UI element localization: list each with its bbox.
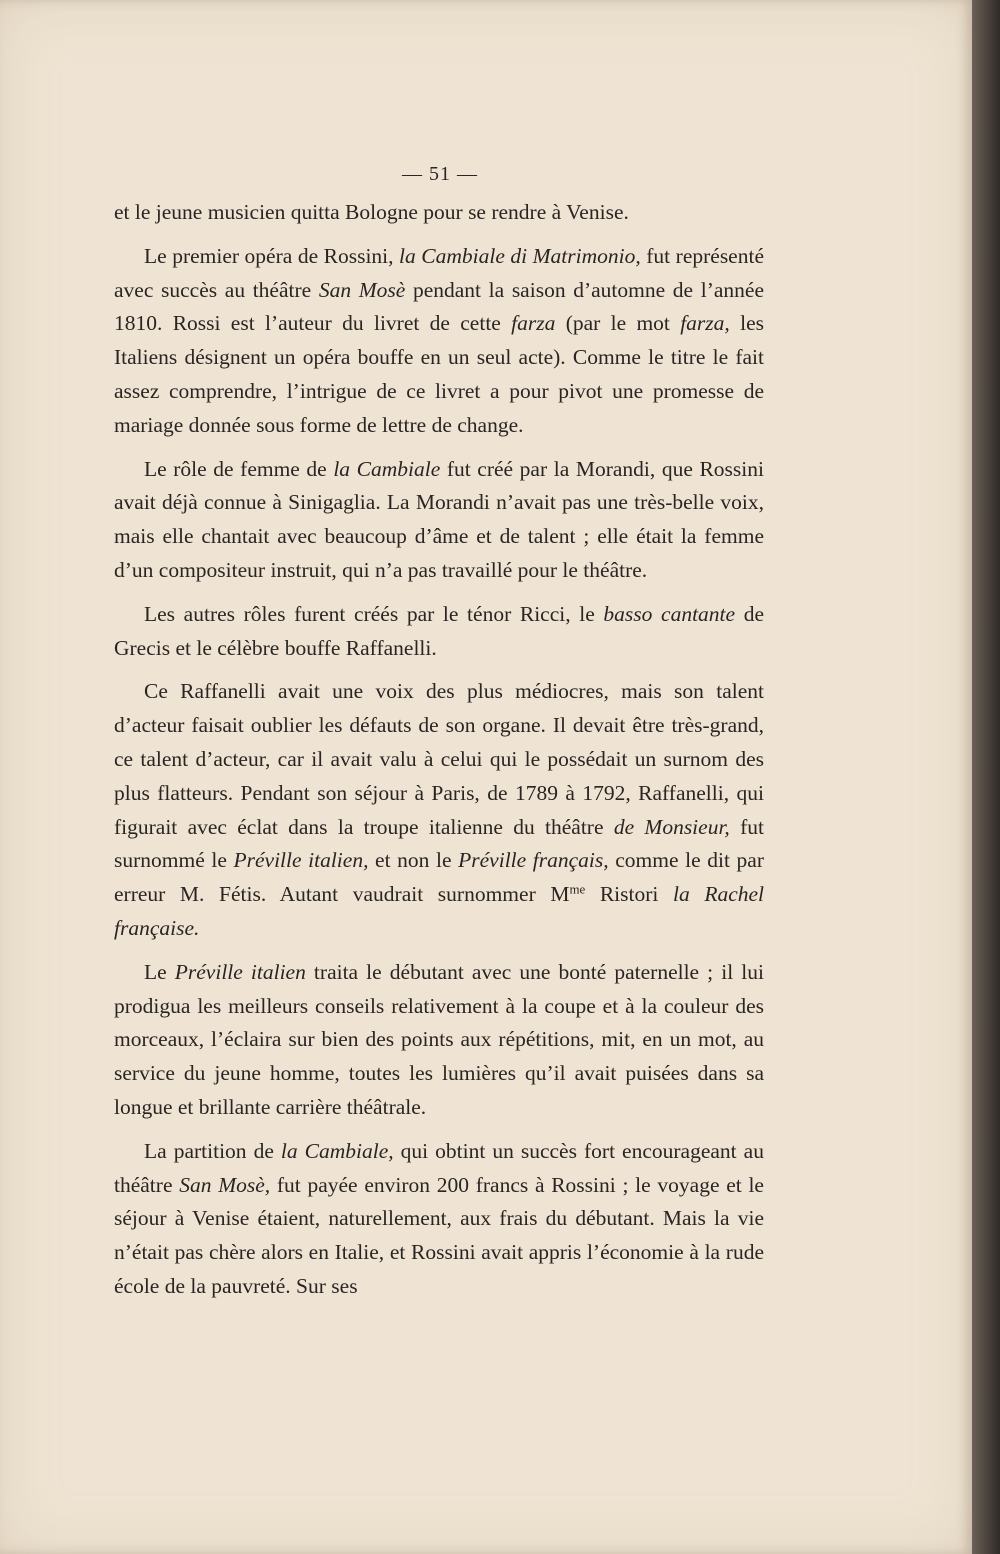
superscript-abbrev: me [569, 882, 586, 897]
italic-nickname: Préville italien [174, 959, 306, 984]
paragraph-text: fut créé par la Morandi, que Rossini avait déjà connue à Sinigaglia. La Morandi n’avait pas une très-belle voix, mais elle chantait avec beaucoup d’âme et de talent ; elle était la femme d’un compositeur instruit, qui n’a pas travaillé pour le théâtre. [114, 456, 764, 582]
paragraph-text: les Italiens désignent un opéra bouffe en un seul acte). Comme le titre le fait assez comprendre, l’intrigue de ce livret a pour pivot une promesse de mariage donnée sous forme de lettre de change. [114, 311, 764, 437]
paragraph-text: (par le mot [555, 311, 681, 336]
paragraph-4 [114, 598, 764, 666]
paragraph-text: comme le dit par erreur M. Fétis. Autant vaudrait surnommer M [114, 848, 764, 907]
paragraph-2 [114, 240, 764, 443]
paragraph-text: Le [144, 959, 175, 984]
paragraph-text: pendant la saison d’automne de l’année 1810. Rossi est l’auteur du livret de cette [114, 277, 764, 336]
italic-theatre-name: de Monsieur, [613, 814, 730, 839]
paragraph-6 [114, 956, 764, 1125]
paragraph-text: Le rôle de femme de [144, 456, 334, 481]
paragraph-text: Ristori [585, 882, 673, 907]
paragraph-text: traita le débutant avec une bonté paternelle ; il lui prodigua les meilleurs conseils relativement à la coupe et à la couleur des morceaux, l’éclaira sur bien des points aux répétitions, mit, en un mot, au service du jeune homme, toutes les lumières qu’il avait puisées dans sa longue et brillante carrière théâtrale. [114, 959, 764, 1119]
paragraph-3 [114, 453, 764, 588]
italic-title: la Cambiale di Matrimonio, [399, 243, 641, 268]
paragraph-text: Les autres rôles furent créés par le ténor Ricci, le [144, 601, 604, 626]
italic-nickname: la Rachel française. [114, 882, 765, 940]
paragraph-text: Le premier opéra de Rossini, [144, 243, 400, 268]
paragraph-text: de Grecis et le célèbre bouffe Raffanelli. [114, 601, 764, 660]
italic-term: basso cantante [603, 601, 736, 626]
italic-theatre-name: San Mosè, [179, 1172, 271, 1197]
paragraph-5 [114, 675, 764, 945]
paragraph-text: et non le [368, 848, 459, 873]
paragraph-text: La partition de [144, 1138, 281, 1163]
italic-title: la Cambiale [333, 456, 441, 481]
italic-nickname: Préville italien, [233, 848, 369, 873]
italic-title: la Cambiale, [280, 1138, 394, 1163]
paragraph-text: Ce Raffanelli avait une voix des plus médiocres, mais son talent d’acteur faisait oublier les défauts de son organe. Il devait être très-grand, ce talent d’acteur, car il avait valu à celui qui le possédait un surnom des plus flatteurs. Pendant son séjour à Paris, de 1789 à 1792, Raffanelli, qui figurait avec éclat dans la troupe italienne du théâtre [114, 679, 764, 839]
book-gutter-edge [972, 0, 1000, 1554]
italic-term: farza, [680, 311, 730, 336]
page-number: — 51 — [402, 163, 478, 185]
italic-nickname: Préville français, [458, 848, 609, 873]
paragraph-text: fut surnommé le [114, 814, 764, 873]
paragraph-text: fut payée environ 200 francs à Rossini ; le voyage et le séjour à Venise étaient, naturellement, aux frais du débutant. Mais la vie n’était pas chère alors en Italie, et Rossini avait appris l’économie à la rude école de la pauvreté. Sur ses [114, 1172, 764, 1298]
paragraph-1 [114, 196, 764, 230]
paragraph-text: qui obtint un succès fort encourageant au théâtre [114, 1138, 764, 1197]
paragraph-7 [114, 1135, 764, 1304]
page-body-text [114, 196, 764, 1304]
italic-theatre-name: San Mosè [318, 277, 406, 302]
paragraph-text: et le jeune musicien quitta Bologne pour se rendre à Venise. [114, 200, 629, 224]
italic-term: farza [511, 311, 556, 336]
paragraph-text: fut représenté avec succès au théâtre [114, 243, 764, 302]
